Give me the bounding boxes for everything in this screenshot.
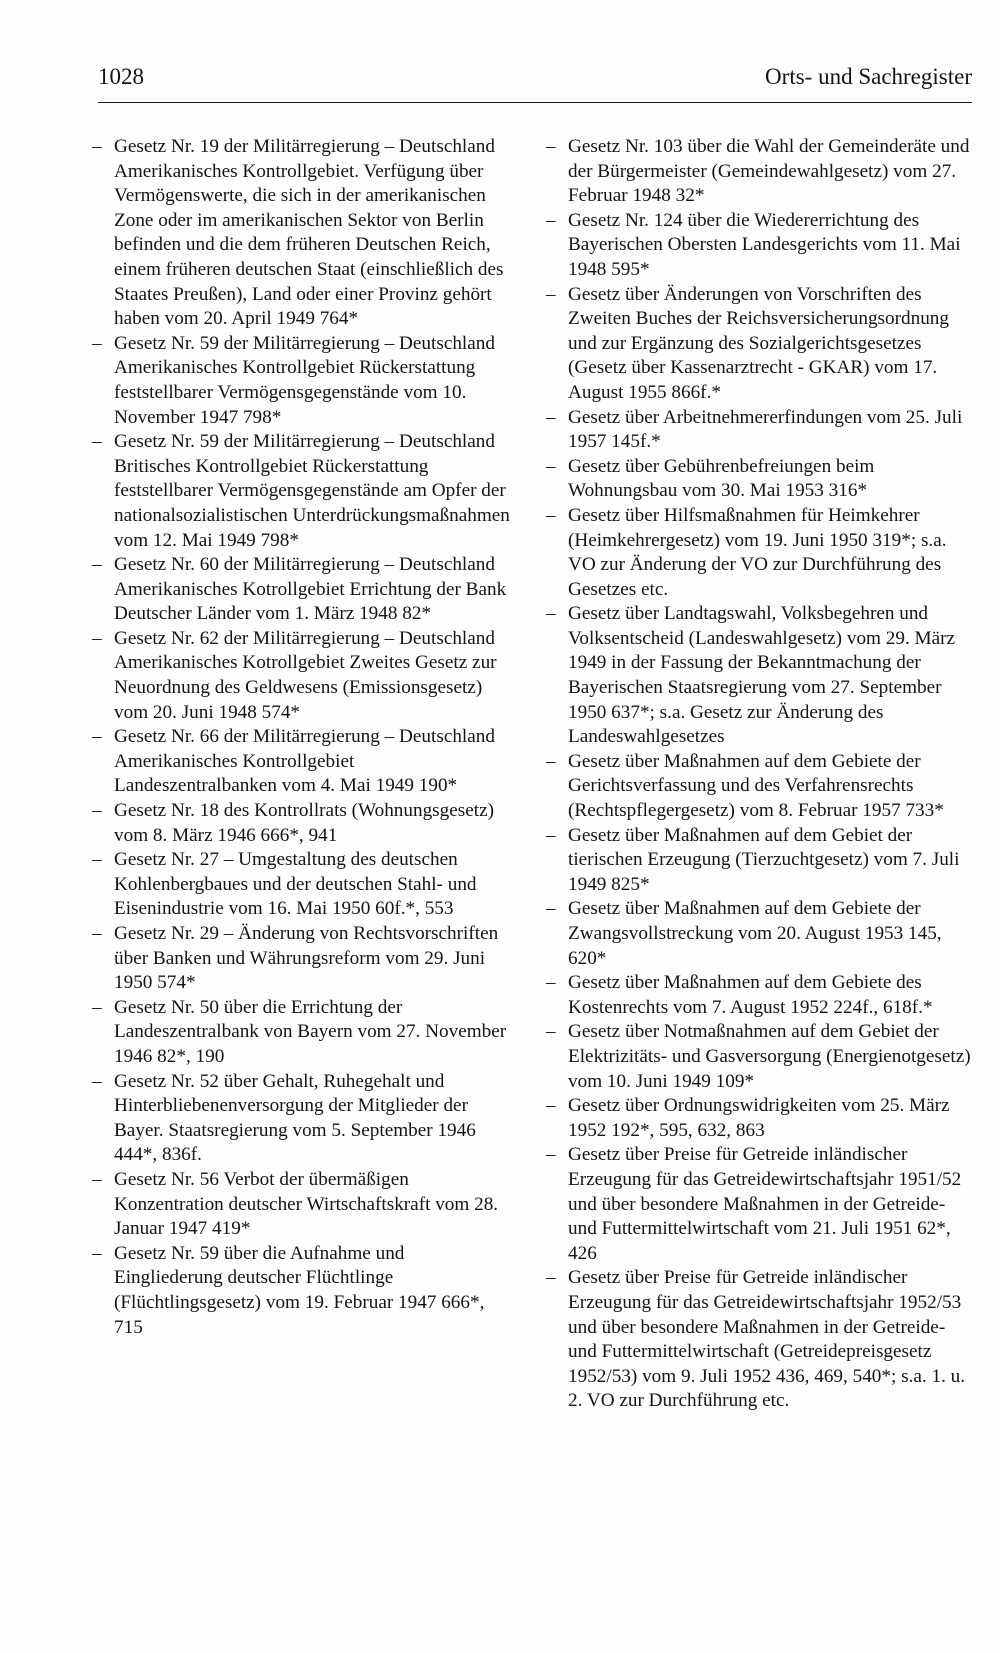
- entry-text: Gesetz Nr. 59 über die Aufnahme und Eingliederung deutscher Flüchtlinge (Flüchtlingsgesetz) vom 19. Februar 1947 666*, 715: [114, 1242, 485, 1338]
- index-entry: [92, 1242, 510, 1340]
- entry-text: Gesetz über Maßnahmen auf dem Gebiete der Zwangsvollstreckung vom 20. August 1953 145, 620*: [568, 898, 942, 969]
- entry-text: Gesetz Nr. 19 der Militärregierung – Deutschland Amerikanisches Kontrollgebiet. Verfügung über Vermögenswerte, die sich in der amerikanischen Zone oder im amerikanischen Sektor von Berlin befinden und die dem früheren Deutschen Reich, einem früheren deutschen Staat (einschließlich des Staates Preußen), Land oder einer Provinz gehört haben vom 20. April 1949 764*: [114, 136, 504, 330]
- entry-dash: –: [92, 554, 102, 576]
- index-entry: [92, 799, 510, 848]
- index-entry: [546, 602, 976, 750]
- index-entry: [546, 750, 976, 824]
- entry-text: Gesetz Nr. 59 der Militärregierung – Deutschland Amerikanisches Kontrollgebiet Rückerstattung feststellbarer Vermögensgegenstände vom 10. November 1947 798*: [114, 332, 495, 428]
- entry-dash: –: [546, 1021, 556, 1043]
- entry-dash: –: [546, 1267, 556, 1289]
- index-entry: [92, 1168, 510, 1242]
- index-entry: [546, 455, 976, 504]
- entry-dash: –: [92, 1070, 102, 1092]
- entry-dash: –: [92, 849, 102, 871]
- entry-dash: –: [546, 209, 556, 231]
- entry-text: Gesetz Nr. 29 – Änderung von Rechtsvorschriften über Banken und Währungsreform vom 29. Juni 1950 574*: [114, 923, 499, 994]
- entry-text: Gesetz über Maßnahmen auf dem Gebiet der tierischen Erzeugung (Tierzuchtgesetz) vom 7. Juli 1949 825*: [568, 824, 960, 895]
- index-entry: [92, 1070, 510, 1168]
- index-entry: [546, 209, 976, 283]
- entry-text: Gesetz über Änderungen von Vorschriften des Zweiten Buches der Reichsversicherungsordnung und zur Ergänzung des Sozialgerichtsgesetzes (Gesetz über Kassenarztrecht - GKAR) vom 17. August 1955 866f.*: [568, 283, 949, 403]
- entry-text: Gesetz Nr. 66 der Militärregierung – Deutschland Amerikanisches Kontrollgebiet Landeszentralbanken vom 4. Mai 1949 190*: [114, 726, 495, 797]
- index-entry: [546, 824, 976, 898]
- entry-dash: –: [546, 283, 556, 305]
- index-entry: [92, 430, 510, 553]
- entry-dash: –: [546, 1095, 556, 1117]
- entry-text: Gesetz über Notmaßnahmen auf dem Gebiet der Elektrizitäts- und Gasversorgung (Energienotgesetz) vom 10. Juni 1949 109*: [568, 1021, 971, 1092]
- entry-text: Gesetz Nr. 27 – Umgestaltung des deutschen Kohlenbergbaues und der deutschen Stahl- und Eisenindustrie vom 16. Mai 1950 60f.*, 553: [114, 849, 477, 920]
- index-entry: [546, 283, 976, 406]
- index-entry: [92, 848, 510, 922]
- index-entry: [546, 971, 976, 1020]
- header-rule: [98, 102, 972, 103]
- index-entry: [546, 504, 976, 602]
- index-entry: [546, 1020, 976, 1094]
- index-column-right: [546, 135, 976, 1414]
- entry-text: Gesetz Nr. 62 der Militärregierung – Deutschland Amerikanisches Kotrollgebiet Zweites Gesetz zur Neuordnung des Geldwesens (Emissionsgesetz) vom 20. Juni 1948 574*: [114, 627, 497, 723]
- entry-dash: –: [92, 627, 102, 649]
- entry-dash: –: [546, 898, 556, 920]
- index-entry: [92, 135, 510, 332]
- entry-text: Gesetz über Landtagswahl, Volksbegehren und Volksentscheid (Landeswahlgesetz) vom 29. März 1949 in der Fassung der Bekanntmachung der Bayerischen Staatsregierung vom 27. September 1950 637*; s.a. Gesetz zur Änderung des Landeswahlgesetzes: [568, 603, 956, 748]
- entry-text: Gesetz über Preise für Getreide inländischer Erzeugung für das Getreidewirtschaftsjahr 1951/52 und über besondere Maßnahmen in der Getreide- und Futtermittelwirtschaft vom 21. Juli 1951 62*, 426: [568, 1144, 962, 1264]
- entry-dash: –: [546, 504, 556, 526]
- entry-text: Gesetz Nr. 56 Verbot der übermäßigen Konzentration deutscher Wirtschaftskraft vom 28. Januar 1947 419*: [114, 1168, 499, 1240]
- entry-dash: –: [546, 824, 556, 846]
- entry-text: Gesetz Nr. 59 der Militärregierung – Deutschland Britisches Kontrollgebiet Rückerstattung feststellbarer Vermögensgegenstände am Opfer der nationalsozialistischen Unterdrückungsmaßnahmen vom 12. Mai 1949 798*: [114, 431, 510, 551]
- entry-dash: –: [92, 800, 102, 822]
- entry-dash: –: [92, 996, 102, 1018]
- index-entry: [546, 897, 976, 971]
- index-entry: [92, 996, 510, 1070]
- entry-dash: –: [546, 136, 556, 157]
- index-entry: [92, 922, 510, 996]
- entry-dash: –: [92, 726, 102, 748]
- entry-text: Gesetz über Gebührenbefreiungen beim Wohnungsbau vom 30. Mai 1953 316*: [568, 455, 875, 502]
- entry-text: Gesetz Nr. 60 der Militärregierung – Deutschland Amerikanisches Kotrollgebiet Errichtung der Bank Deutscher Länder vom 1. März 1948 82*: [114, 554, 507, 625]
- running-head: Orts- und Sachregister: [765, 64, 972, 89]
- entry-dash: –: [92, 332, 102, 354]
- index-entry: [546, 1143, 976, 1266]
- index-entry: [546, 1094, 976, 1143]
- entry-text: Gesetz Nr. 124 über die Wiedererrichtung des Bayerischen Obersten Landesgerichts vom 11. Mai 1948 595*: [568, 209, 961, 280]
- entry-text: Gesetz über Maßnahmen auf dem Gebiete der Gerichtsverfassung und des Verfahrensrechts (Rechtspflegergesetz) vom 8. Februar 1957 733*: [568, 750, 944, 822]
- entry-text: Gesetz über Maßnahmen auf dem Gebiete des Kostenrechts vom 7. August 1952 224f., 618f.*: [568, 972, 933, 1018]
- entry-text: Gesetz über Arbeitnehmererfindungen vom 25. Juli 1957 145f.*: [568, 406, 963, 453]
- entry-dash: –: [546, 1144, 556, 1166]
- index-entry: [92, 725, 510, 799]
- index-entry: [546, 135, 976, 209]
- entry-text: Gesetz über Hilfsmaßnahmen für Heimkehrer (Heimkehrergesetz) vom 19. Juni 1950 319*; s.a. VO zur Änderung der VO zur Durchführung des Gesetzes etc.: [568, 504, 947, 600]
- entry-dash: –: [546, 972, 556, 994]
- entry-dash: –: [92, 1168, 102, 1190]
- index-entry: [546, 1266, 976, 1414]
- entry-dash: –: [546, 406, 556, 428]
- entry-text: Gesetz Nr. 50 über die Errichtung der Landeszentralbank von Bayern vom 27. November 1946 82*, 190: [114, 996, 507, 1067]
- page-number: 1028: [98, 64, 144, 89]
- entry-dash: –: [92, 1242, 102, 1264]
- entry-text: Gesetz über Ordnungswidrigkeiten vom 25. März 1952 192*, 595, 632, 863: [568, 1095, 950, 1141]
- page-header: [98, 62, 972, 102]
- entry-dash: –: [546, 750, 556, 772]
- index-column-left: [92, 135, 510, 1340]
- entry-dash: –: [546, 455, 556, 477]
- index-entry: [92, 332, 510, 430]
- entry-text: Gesetz Nr. 103 über die Wahl der Gemeinderäte und der Bürgermeister (Gemeindewahlgesetz) vom 27. Februar 1948 32*: [568, 136, 970, 207]
- entry-dash: –: [92, 923, 102, 944]
- index-entry: [92, 553, 510, 627]
- entry-dash: –: [92, 136, 102, 157]
- index-entry: [546, 406, 976, 455]
- entry-dash: –: [546, 603, 556, 625]
- entry-text: Gesetz über Preise für Getreide inländischer Erzeugung für das Getreidewirtschaftsjahr 1952/53 und über besondere Maßnahmen in der Getreide- und Futtermittelwirtschaft (Getreidepreisgesetz 1952/53) vom 9. Juli 1952 436, 469, 540*; s.a. 1. u. 2. VO zur Durchführung etc.: [568, 1267, 966, 1412]
- entry-text: Gesetz Nr. 18 des Kontrollrats (Wohnungsgesetz) vom 8. März 1946 666*, 941: [114, 800, 494, 846]
- index-entry: [92, 627, 510, 725]
- entry-text: Gesetz Nr. 52 über Gehalt, Ruhegehalt und Hinterbliebenenversorgung der Mitglieder der Bayer. Staatsregierung vom 5. September 1946 444*, 836f.: [114, 1070, 476, 1166]
- entry-dash: –: [92, 431, 102, 453]
